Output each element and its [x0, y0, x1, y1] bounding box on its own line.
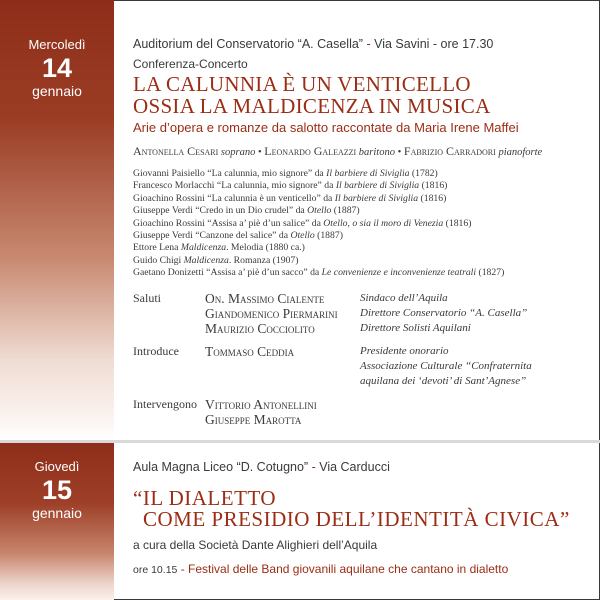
festival-name: Festival delle Band giovanili aquilane che cantano in dialetto — [188, 562, 509, 576]
program-work: Il barbiere di Siviglia — [326, 168, 410, 179]
speaker-title: Presidente onorario — [360, 344, 449, 357]
performer-role: baritono — [358, 147, 395, 158]
program-piece: Gaetano Donizetti “Assisa a’ piè d’un sacco” da — [133, 267, 322, 279]
program-item — [133, 168, 593, 180]
program-work: Maldicenza — [180, 242, 227, 254]
program-item — [133, 267, 593, 279]
speaker-titles — [360, 344, 532, 389]
program-year: . Romanza (1907) — [228, 254, 299, 266]
speaker-titles — [360, 291, 527, 336]
title-line-2: COME PRESIDIO DELL’IDENTITÀ CIVICA” — [143, 507, 570, 531]
program-work: Il barbiere di Siviglia — [334, 192, 419, 204]
program-item — [133, 205, 593, 217]
speaker-role: Saluti — [133, 290, 162, 305]
program-year: (1816) — [443, 217, 472, 229]
program-year: (1816) — [419, 180, 448, 192]
program-year: (1887) — [314, 230, 343, 242]
speaker-title: Associazione Culturale “Confraternita — [360, 359, 532, 372]
program-piece: Giuseppe Verdi “Canzone del salice” da — [133, 230, 291, 242]
speaker-names — [205, 397, 360, 427]
venue-separator: - — [362, 37, 375, 51]
program-year: . Melodia (1880 ca.) — [226, 242, 305, 254]
program-work: Otello — [307, 205, 332, 217]
venue-name: Aula Magna Liceo “D. Cotugno” — [133, 460, 309, 474]
title-line-1: “IL DIALETTO — [133, 486, 277, 510]
performer-role: pianoforte — [498, 147, 543, 158]
speaker-role: Intervengono — [133, 396, 197, 411]
program-piece: Ettore Lena — [133, 242, 181, 254]
program-item — [133, 230, 593, 242]
month: gennaio — [32, 83, 82, 99]
time-separator: - — [177, 562, 189, 576]
program-piece: Guido Chigi — [133, 254, 184, 266]
title-line-2: OSSIA LA MALDICENZA IN MUSICA — [133, 94, 491, 118]
event-title — [133, 488, 593, 530]
day-number: 15 — [41, 475, 73, 505]
event1-details — [133, 37, 593, 435]
organizer-line: a cura della Società Dante Alighieri dell’Aquila — [133, 538, 378, 552]
date-badge-14 — [0, 0, 114, 440]
performers-line — [133, 144, 593, 159]
speaker-title: Sindaco dell’Aquila — [360, 291, 448, 304]
performer-separator: • — [255, 147, 265, 158]
speaker-title: Direttore Solisti Aquilani — [360, 321, 471, 334]
performer-role: soprano — [220, 147, 256, 158]
program-item — [133, 242, 593, 254]
program-work: Il barbiere di Siviglia — [335, 180, 420, 192]
speaker-names — [205, 344, 360, 359]
program-piece: Giuseppe Verdi “Credo in un Dio crudel” da — [133, 205, 308, 217]
program-piece: Giovanni Paisiello “La calunnia, mio signore” da — [133, 168, 327, 179]
program-work: Otello — [290, 230, 315, 242]
venue-address: Via Carducci — [319, 460, 390, 474]
speaker-name: Giandomenico Piermarini — [205, 305, 338, 321]
program-year: (1782) — [409, 168, 438, 179]
speaker-title: Direttore Conservatorio “A. Casella” — [360, 306, 528, 319]
performer-name: Fabrizio Carradori — [403, 144, 496, 158]
performer-separator: • — [394, 147, 404, 158]
speaker-group-introduce — [133, 344, 593, 389]
program-work: Otello, o sia il moro di Venezia — [323, 217, 444, 229]
month: gennaio — [32, 505, 82, 521]
speaker-name: Vittorio Antonellini — [205, 396, 317, 412]
date-badge-15 — [0, 443, 114, 600]
program-work: Le convenienze e inconvenienze teatrali — [321, 267, 477, 279]
day-name: Mercoledì — [28, 37, 86, 52]
event-time: ore 10.15 — [133, 564, 178, 576]
event2-details — [133, 460, 593, 576]
speaker-role: Introduce — [133, 343, 179, 358]
performer-name: Antonella Cesari — [133, 144, 219, 158]
speaker-names — [205, 291, 360, 336]
speaker-name: Maurizio Cocciolito — [205, 320, 315, 336]
speaker-name: On. Massimo Cialente — [205, 290, 325, 306]
performer-name: Leonardo Galeazzi — [264, 144, 357, 158]
venue-line — [133, 460, 593, 474]
event-subtitle: Arie d’opera e romanze da salotto raccontate da Maria Irene Maffei — [133, 120, 519, 135]
speaker-name: Tommaso Ceddia — [205, 343, 295, 359]
speakers-section — [133, 291, 593, 427]
program-year: (1887) — [331, 205, 360, 217]
program-piece: Francesco Morlacchi “La calunnia, mio signore” da — [133, 180, 336, 192]
program-item — [133, 180, 593, 192]
venue-separator: - — [308, 460, 320, 474]
program-work: Maldicenza — [183, 254, 229, 266]
venue-address: Via Savini - ore 17.30 — [374, 37, 494, 51]
program-list — [133, 168, 593, 280]
program-year: (1827) — [476, 267, 505, 279]
title-line-1: LA CALUNNIA È UN VENTICELLO — [133, 72, 471, 96]
program-piece: Gioachino Rossini “Assisa a’ piè d’un salice” da — [133, 217, 324, 229]
day-name: Giovedì — [34, 459, 80, 474]
venue-line — [133, 37, 593, 51]
program-item — [133, 218, 593, 230]
venue-name: Auditorium del Conservatorio “A. Casella” — [133, 37, 363, 51]
festival-line — [133, 562, 593, 576]
event-type: Conferenza-Concerto — [133, 57, 248, 71]
speaker-name: Giuseppe Marotta — [205, 411, 302, 427]
speaker-title: aquilana dei ‘devoti’ di Sant’Agnese” — [360, 374, 527, 387]
speaker-group-intervengono — [133, 397, 593, 427]
program-item — [133, 193, 593, 205]
event-title — [133, 73, 593, 117]
speaker-group-saluti — [133, 291, 593, 336]
day-number: 14 — [41, 53, 73, 83]
program-piece: Gioachino Rossini “La calunnia è un venticello” da — [133, 192, 335, 204]
program-item — [133, 255, 593, 267]
program-year: (1816) — [418, 192, 447, 204]
